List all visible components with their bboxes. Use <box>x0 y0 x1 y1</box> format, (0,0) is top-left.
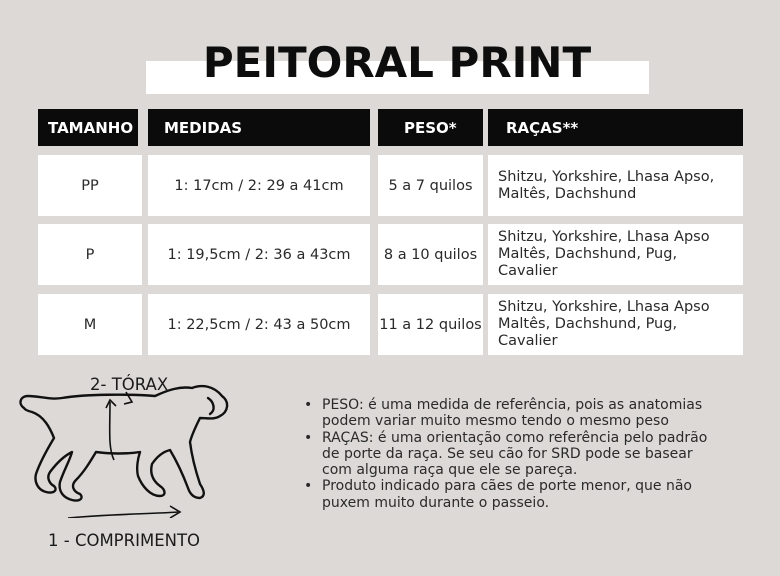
bullet-icon: • <box>304 397 313 413</box>
note-line: puxem muito durante o passeio. <box>322 494 550 511</box>
breeds-line: Cavalier <box>498 333 558 349</box>
header-measures: MEDIDAS <box>148 109 370 146</box>
bullet-icon: • <box>304 478 313 495</box>
table-row-m-weight: 11 a 12 quilos <box>378 294 483 355</box>
note-product <box>302 478 772 511</box>
table-row-p-breeds <box>488 224 743 285</box>
table-row-m-breeds <box>488 294 743 355</box>
table-row-pp-measures: 1: 17cm / 2: 29 a 41cm <box>148 155 370 216</box>
note-line: com alguma raça que ele se pareça. <box>322 462 578 479</box>
note-line: podem variar muito mesmo tendo o mesmo peso <box>322 413 669 430</box>
breeds-line: Cavalier <box>498 263 558 279</box>
chest-label: 2- TÓRAX <box>90 375 169 394</box>
note-line: de porte da raça. Se seu cão for SRD pode se basear <box>322 445 693 462</box>
chest-arrow-icon <box>106 392 132 460</box>
table-row-m-measures: 1: 22,5cm / 2: 43 a 50cm <box>148 294 370 355</box>
breeds-line: Maltês, Dachshund, Pug, <box>498 246 678 262</box>
table-row-p-weight: 8 a 10 quilos <box>378 224 483 285</box>
length-label: 1 - COMPRIMENTO <box>48 531 201 550</box>
breeds-line: Shitzu, Yorkshire, Lhasa Apso <box>498 229 710 245</box>
notes-list <box>302 397 772 511</box>
bullet-icon: • <box>304 429 313 446</box>
table-row-pp-breeds <box>488 155 743 216</box>
page-title: PEITORAL PRINT <box>202 38 592 87</box>
breeds-line: Maltês, Dachshund, Pug, <box>498 316 678 332</box>
table-row-p-measures: 1: 19,5cm / 2: 36 a 43cm <box>148 224 370 285</box>
breeds-line: Maltês, Dachshund <box>498 185 637 202</box>
note-line: Produto indicado para cães de porte menor, que não <box>322 478 692 495</box>
breeds-line: Shitzu, Yorkshire, Lhasa Apso <box>498 299 710 315</box>
length-arrow-icon <box>68 506 180 518</box>
dog-outline-icon <box>21 386 228 500</box>
table-row-m-size: M <box>38 294 142 355</box>
table-row-pp-size: PP <box>38 155 142 216</box>
note-weight <box>302 397 772 430</box>
header-weight: PESO* <box>378 109 483 146</box>
note-breeds <box>302 430 772 479</box>
breeds-line: Shitzu, Yorkshire, Lhasa Apso, <box>498 168 715 185</box>
header-breeds: RAÇAS** <box>488 109 743 146</box>
header-size: TAMANHO <box>38 109 138 146</box>
table-row-pp-weight: 5 a 7 quilos <box>378 155 483 216</box>
table-row-p-size: P <box>38 224 142 285</box>
note-line: PESO: é uma medida de referência, pois as anatomias <box>322 397 703 413</box>
note-line: RAÇAS: é uma orientação como referência pelo padrão <box>322 429 708 446</box>
